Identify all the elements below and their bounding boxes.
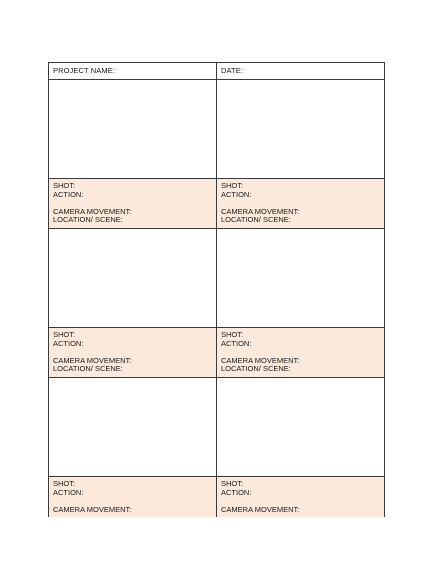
- date-cell[interactable]: [216, 63, 384, 79]
- shot-label: SHOT:: [53, 330, 76, 339]
- shot-info-2-right[interactable]: [216, 327, 384, 377]
- frame-box-1-left[interactable]: [49, 79, 216, 178]
- shot-label: SHOT:: [53, 479, 76, 488]
- location-scene-label: LOCATION/ SCENE:: [221, 364, 291, 373]
- action-label: ACTION:: [221, 189, 252, 199]
- frame-row-1: [49, 79, 384, 178]
- frame-row-3: [49, 377, 384, 476]
- shot-info-3-right[interactable]: [216, 476, 384, 517]
- info-row-3: [49, 476, 384, 517]
- camera-movement-label: CAMERA MOVEMENT:: [53, 504, 132, 514]
- frame-box-2-left[interactable]: [49, 228, 216, 327]
- camera-movement-label: CAMERA MOVEMENT:: [221, 355, 300, 365]
- shot-info-3-left[interactable]: [49, 476, 216, 517]
- frame-box-2-right[interactable]: [216, 228, 384, 327]
- camera-movement-label: CAMERA MOVEMENT:: [53, 355, 132, 365]
- shot-label: SHOT:: [221, 479, 244, 488]
- action-label: ACTION:: [53, 487, 84, 497]
- shot-info-2-left[interactable]: [49, 327, 216, 377]
- info-row-1: [49, 178, 384, 228]
- frame-box-1-right[interactable]: [216, 79, 384, 178]
- action-label: ACTION:: [53, 189, 84, 199]
- action-label: ACTION:: [221, 338, 252, 348]
- shot-info-1-right[interactable]: [216, 178, 384, 228]
- frame-box-3-right[interactable]: [216, 377, 384, 476]
- shot-label: SHOT:: [221, 330, 244, 339]
- header-row: [49, 63, 384, 79]
- location-scene-label: LOCATION/ SCENE:: [53, 364, 123, 373]
- frame-box-3-left[interactable]: [49, 377, 216, 476]
- shot-info-1-left[interactable]: [49, 178, 216, 228]
- location-scene-label: LOCATION/ SCENE:: [53, 215, 123, 224]
- date-label: DATE:: [221, 66, 244, 75]
- camera-movement-label: CAMERA MOVEMENT:: [53, 206, 132, 216]
- project-name-label: PROJECT NAME:: [53, 66, 116, 75]
- storyboard-sheet: [48, 62, 385, 517]
- camera-movement-label: CAMERA MOVEMENT:: [221, 504, 300, 514]
- shot-label: SHOT:: [221, 181, 244, 190]
- frame-row-2: [49, 228, 384, 327]
- shot-label: SHOT:: [53, 181, 76, 190]
- action-label: ACTION:: [53, 338, 84, 348]
- action-label: ACTION:: [221, 487, 252, 497]
- info-row-2: [49, 327, 384, 377]
- project-name-cell[interactable]: [49, 63, 216, 79]
- camera-movement-label: CAMERA MOVEMENT:: [221, 206, 300, 216]
- location-scene-label: LOCATION/ SCENE:: [221, 215, 291, 224]
